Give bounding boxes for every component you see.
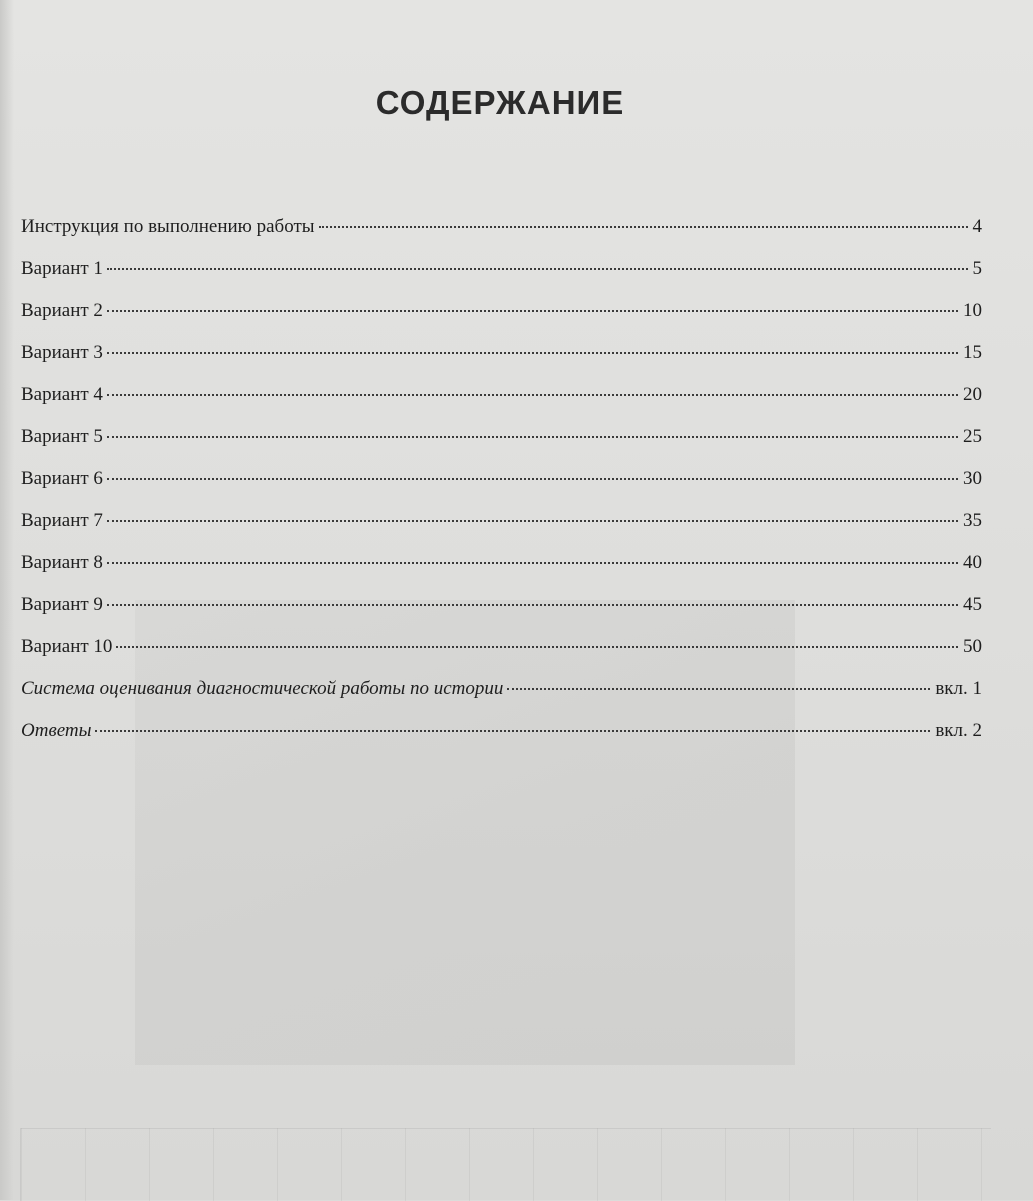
toc-entry-page: 15	[963, 342, 982, 363]
toc-entry-label: Вариант 1	[21, 258, 103, 279]
toc-entry-variant-6	[21, 464, 982, 494]
show-through-table	[20, 1128, 991, 1201]
dot-leader	[107, 268, 968, 270]
dot-leader	[107, 478, 958, 480]
dot-leader	[107, 352, 958, 354]
toc-entry-answers	[21, 716, 982, 746]
dot-leader	[319, 226, 968, 228]
dot-leader	[116, 646, 958, 648]
toc-entry-instructions	[21, 212, 982, 242]
toc-entry-grading-system	[21, 674, 982, 704]
toc-entry-label: Ответы	[21, 720, 92, 741]
page-title: СОДЕРЖАНИЕ	[375, 84, 625, 121]
show-through-image	[135, 600, 795, 1065]
toc-entry-label: Вариант 2	[21, 300, 103, 321]
toc-entry-variant-5	[21, 422, 982, 452]
dot-leader	[95, 730, 930, 732]
toc-entry-page: 20	[963, 384, 982, 405]
toc-entry-label: Вариант 3	[21, 342, 103, 363]
toc-entry-page: 35	[963, 510, 982, 531]
toc-entry-label: Система оценивания диагностической работы по истории	[21, 678, 504, 699]
toc-entry-page: вкл. 2	[935, 720, 982, 741]
toc-entry-variant-2	[21, 296, 982, 326]
toc-entry-label: Вариант 6	[21, 468, 103, 489]
toc-entry-variant-7	[21, 506, 982, 536]
toc-entry-label: Вариант 9	[21, 594, 103, 615]
dot-leader	[107, 436, 958, 438]
toc-entry-label: Вариант 4	[21, 384, 103, 405]
toc-entry-label: Инструкция по выполнению работы	[21, 216, 315, 237]
toc-entry-label: Вариант 8	[21, 552, 103, 573]
toc-entry-page: 40	[963, 552, 982, 573]
toc-entry-page: 30	[963, 468, 982, 489]
toc-entry-variant-1	[21, 254, 982, 284]
toc-entry-page: 45	[963, 594, 982, 615]
dot-leader	[107, 604, 958, 606]
dot-leader	[107, 520, 958, 522]
toc-entry-variant-4	[21, 380, 982, 410]
toc-entry-variant-8	[21, 548, 982, 578]
dot-leader	[107, 310, 958, 312]
toc-entry-page: 25	[963, 426, 982, 447]
toc-entry-label: Вариант 5	[21, 426, 103, 447]
toc-entry-label: Вариант 10	[21, 636, 113, 657]
dot-leader	[107, 394, 958, 396]
toc-entry-page: 10	[963, 300, 982, 321]
toc-entry-variant-9	[21, 590, 982, 620]
toc-entry-page: 5	[972, 258, 982, 279]
page-edge-shadow	[0, 0, 14, 1200]
dot-leader	[507, 688, 930, 690]
toc-entry-page: вкл. 1	[935, 678, 982, 699]
toc-entry-page: 50	[963, 636, 982, 657]
dot-leader	[107, 562, 958, 564]
toc-entry-page: 4	[972, 216, 982, 237]
toc-entry-label: Вариант 7	[21, 510, 103, 531]
toc-entry-variant-3	[21, 338, 982, 368]
toc-entry-variant-10	[21, 632, 982, 662]
